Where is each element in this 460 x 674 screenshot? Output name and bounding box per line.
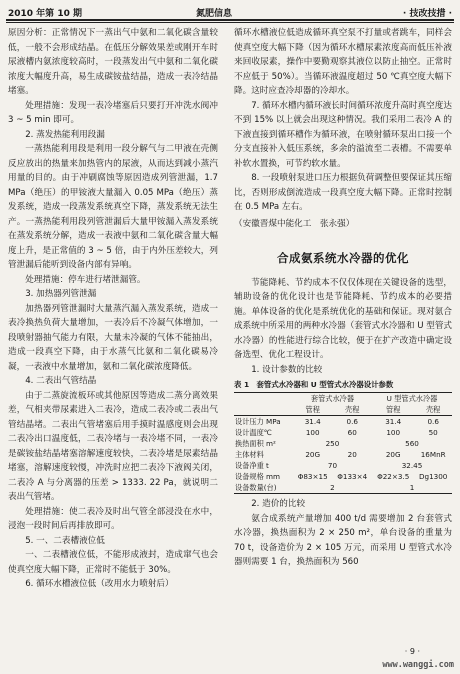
row-label: 设备规格 mm xyxy=(235,472,281,481)
table-row xyxy=(234,427,452,438)
table-cell: 50 xyxy=(428,428,438,437)
paragraph: 一蒸热能利用段是利用一段分解气与二甲液在壳侧反应放出的热量来加热管内的尿液，从而达到减小蒸汽用量的目的。由于冲刷腐蚀等原因造成列管泄漏，1.7 MPa（绝压）的甲铵液大量漏入 0.05 MPa（绝压）蒸发系统，造成一段蒸发系统真空下降，蒸发系统无法生产。一蒸热能利用段列管泄漏后大量甲铵漏入蒸发系统在蒸发系统分解，造成一表液中氨和二氧化碳含量大幅度上升，是正常值的 3 ~ 5 倍，由于内外压差较大，列管泄漏后能听到设备内部有异响。 xyxy=(8,144,218,270)
table-cell: 0.6 xyxy=(346,417,358,426)
table-cell: 1 xyxy=(372,482,452,494)
subheading: 4. 二表出气管结晶 xyxy=(25,376,97,386)
table-cell: 250 xyxy=(325,439,340,448)
section-heading: 1. 设计参数的比较 xyxy=(251,364,323,375)
table-cell: 32.45 xyxy=(401,461,423,470)
paragraph: 处理措施：使二表冷及时出气管全部浸没在水中，浸泡一段时间后再排放即可。 xyxy=(8,506,218,531)
row-label: 换热面积 m² xyxy=(235,439,276,448)
table-cell: 560 xyxy=(405,439,419,448)
row-label: 主体材料 xyxy=(235,450,264,459)
column-group-header: 套管式水冷器 xyxy=(293,393,372,405)
column-header: 管程 xyxy=(372,404,414,416)
table-row xyxy=(234,449,452,460)
section-label: · 技改技措 · xyxy=(402,9,452,19)
row-label: 设计温度℃ xyxy=(235,428,272,437)
paragraph: 8. 一段喷射泵进口压力根据负荷调整但要保证其压缩比，否则形成倒流造成一段真空度大幅下降。正常时控制在 0.5 MPa 左右。 xyxy=(234,173,452,212)
subheading: 2. 蒸发热能利用段漏 xyxy=(25,129,105,140)
table-cell: 100 xyxy=(386,428,401,437)
article-title: 合成氨系统水冷器的优化 xyxy=(277,251,409,265)
subheading: 3. 加热器列管泄漏 xyxy=(25,289,97,299)
issue-label: 2010 年第 10 期 xyxy=(8,9,82,19)
table-row xyxy=(234,438,452,449)
table-row xyxy=(234,482,452,494)
paragraph: 处理措施：发现一表冷堵塞后只要打开冲洗水阀冲 3 ~ 5 min 即可。 xyxy=(8,100,218,125)
table-cell: 20G xyxy=(385,450,401,459)
table-cell: 20G xyxy=(305,450,321,459)
header-rule xyxy=(6,19,454,23)
row-label: 设备净重 t xyxy=(235,461,269,470)
table-cell: 60 xyxy=(347,428,357,437)
table-cell: 100 xyxy=(305,428,320,437)
table-cell: Φ133×4 xyxy=(337,472,368,481)
left-column xyxy=(8,26,218,592)
spec-table xyxy=(234,378,452,494)
paragraph: 原因分析：正常情况下一蒸出气中氨和二氧化碳含量较低，一般不会形成结晶。在低压分解效果差或刚开车时尿液槽内氨浓度较高时，一段蒸发出气中氨和二氧化碳浓度大幅度升高，易生成碳铵盐结晶，造成一表冷结晶堵塞。 xyxy=(8,28,218,96)
subheading: 6. 循环水槽液位低（改用水力喷射后） xyxy=(25,579,174,589)
table-cell: 2 xyxy=(293,482,372,494)
table-cell: 31.4 xyxy=(385,417,402,426)
column-header: 管程 xyxy=(293,404,333,416)
table-cell: 31.4 xyxy=(304,417,321,426)
row-label: 设计压力 MPa xyxy=(235,417,281,426)
table-caption: 表 1 套管式水冷器和 U 型管式水冷器设计参数 xyxy=(234,380,394,389)
paragraph: 处理措施：停车进行堵泄漏管。 xyxy=(25,274,146,285)
table-row xyxy=(234,460,452,471)
column-group-header: U 型管式水冷器 xyxy=(372,393,452,405)
table-header-row xyxy=(234,393,452,405)
row-label: 设备数量(台) xyxy=(234,482,293,494)
table-cell: 70 xyxy=(327,461,338,470)
section-heading: 2. 造价的比较 xyxy=(251,499,306,509)
table-subheader-row xyxy=(234,404,452,416)
table-row xyxy=(234,416,452,428)
page-header xyxy=(6,4,454,20)
paragraph: 加热器列管泄漏时大量蒸汽漏入蒸发系统，造成一表冷换热负荷大量增加，一表冷后不冷凝气体增加，一段喷射器抽气能力有限，大量未冷凝的气体不能抽出，造成一段真空下降，由于水蒸气比氨和二氧化碳易冷凝，一表液中水量增加，氨和二氧化碳浓度降低。 xyxy=(8,303,218,372)
article-intro: 节能降耗、节约成本不仅仅体现在关键设备的选型，辅助设备的优化设计也是节能降耗、节约成本的必要措施。单体设备的优化是系统优化的基础和保证。现对氨合成系统中所采用的两种水冷器（套管式水冷器和 U 型管式水冷器）的性能进行综合比较，便于在扩产改造中确定设备选型、优化工程设计。 xyxy=(234,277,453,360)
page-number: · 9 · xyxy=(404,647,420,656)
subheading: 5. 一、二表槽液位低 xyxy=(25,535,105,546)
table-cell: Φ22×3.5 xyxy=(377,472,410,481)
table-cell: 16MnR xyxy=(420,450,446,459)
paragraph: 循环水槽液位低造成循环真空泵不打量或者跳车，同样会使真空度大幅下降（因为循环水槽尿素浓度高而低压补液来回收尿素，操作中要勤观察其液位以防止抽空。正常时不应低于 50%）。当循环液温度超过 50 ℃真空度大幅下降。这时应查冷却器的冷却水。 xyxy=(234,28,452,96)
table-cell: 20 xyxy=(347,450,357,459)
table-cell: Φ83×15 xyxy=(297,472,328,481)
watermark: www.wanggi.com xyxy=(382,660,454,670)
paragraph: 7. 循环水槽内循环液长时间循环浓度升高时真空度达不到 15% 以上就会出现这种情况。我们采用二表冷 A 的下液直接到循环槽作为循环液，在喷射循环泵出口接一个分支直接补入低压系统，多余的溢流至二表槽。不需要单补软水置换，可节约软水量。 xyxy=(234,100,452,169)
paragraph: 由于二蒸旋流板环或其他原因等造成二蒸分离效果差，气相夹带尿素进入二表冷，造成二表冷或二表出气管结晶堵。二表出气管堵塞后用手摸时温感度则会出现二表冷出口温度低，二表冷堵与一表冷堵不同，一表冷是碳铵盐结晶堵塞溶解速度较快，二表冷堵是尿素结晶堵塞，溶解速度较慢，冲洗时应把二表冷下液阀关闭，二表冷 A 与分离器的压差 > 1333. 22 Pa，就说明二表出气管堵。 xyxy=(8,390,218,502)
journal-title: 氮肥信息 xyxy=(196,9,233,19)
column-header: 壳程 xyxy=(414,404,452,416)
paragraph: 氨合成系统产量增加 400 t/d 需要增加 2 台套管式水冷器，换热面积为 2 × 250 m²，单台设备的重量为 70 t，设备造价为 2 × 105 万元，而采用 U 型管式水冷器则需要 1 台，换热面积为 560 xyxy=(234,513,452,567)
column-header: 壳程 xyxy=(332,404,372,416)
table-cell: Dg1300 xyxy=(418,472,448,481)
author-signature: （安徽晋煤中能化工 张永强） xyxy=(234,218,355,229)
table-row xyxy=(234,471,452,482)
right-column xyxy=(234,26,452,570)
table-cell: 0.6 xyxy=(427,417,439,426)
paragraph: 一、二表槽液位低，不能形成液封，造成窜气也会使真空度大幅下降，正常时不能低于 30%。 xyxy=(8,550,218,575)
